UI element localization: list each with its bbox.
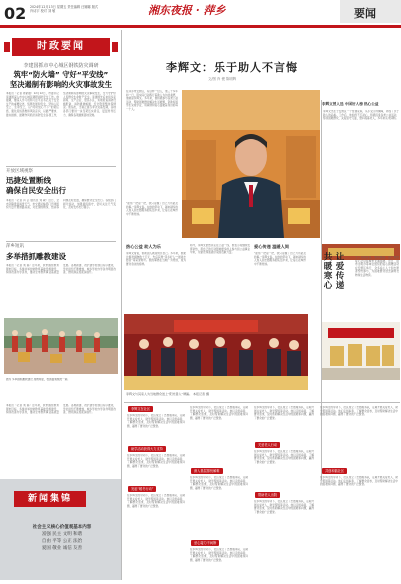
story3-body: 本报讯（记者 刘 娟）近年来，我市围绕教育强市目标，多措并举加快教育基础设施建设，持续改善办学条件，推动全市教育事业高质量发展。各地新建、改扩建学校项目有序推进，学位供给不断增加，城乡学校办学条件明显改善，群众满意度逐步提升。 <box>6 264 116 275</box>
lower-body: 在李辉文的带动下，社区成立了志愿服务队，定期开展关爱老人、助学帮困等活动。他们走街串巷，了解群众需求，及时帮助解决生活中的困难和问题，赢得了群众的广泛赞誉。 <box>190 406 248 420</box>
news-banner: 新闻集锦 <box>14 491 86 507</box>
lower-body: 在李辉文的带动下，社区成立了志愿服务队，定期开展关爱老人、助学帮困等活动。他们走街串巷，了解群众需求，及时帮助解决生活中的困难和问题，赢得了群众的广泛赞誉。 <box>127 414 185 428</box>
divider <box>6 241 116 242</box>
vertical-headline-2: 共暖寒心 <box>322 252 332 290</box>
photo-caption: 图为 多举措抓雕教建设 成效明显，校园面貌焕然一新。 <box>6 378 70 381</box>
group-photo <box>4 318 118 374</box>
left-filler-body: 本报讯（记者 刘 娟）近年来，我市围绕教育强市目标，多措并举加快教育基础设施建设，持续改善办学条件，推动全市教育事业高质量发展。各地新建、改扩建学校项目有序推进，学位供给不断增加，城乡学校办学条件明显改善，群众满意度逐步提升。 <box>6 404 116 415</box>
sidebar-body: 李辉文出生于安源区一个普通家庭，从小受父母熏陶，养成了乐于助人的品格。工作后，他始终不忘初心，积极投身各类公益活动，帮扶困难群众，关爱留守儿童，慰问孤寡老人，多年来从未间断。 <box>323 110 399 121</box>
header-rule <box>0 25 401 28</box>
lower-body: 在李辉文的带动下，社区成立了志愿服务队，定期开展关爱老人、助学帮困等活动。他们走街串巷，了解群众需求，及时帮助解决生活中的困难和问题，赢得了群众的广泛赞誉。 <box>254 406 314 420</box>
story1-headline-2: 坚决遏制有影响的火灾事故发生 <box>9 80 113 89</box>
lower-body: 在李辉文的带动下，社区成立了志愿服务队，定期开展关爱老人、助学帮困等活动。他们走街串巷，了解群众需求，及时帮助解决生活中的困难和问题，赢得了群众的广泛赞誉。 <box>254 450 314 464</box>
lower-body: 在李辉文的带动下，社区成立了志愿服务队，定期开展关爱老人、助学帮困等活动。他们走街串巷，了解群众需求，及时帮助解决生活中的困难和问题，赢得了群众的广泛赞誉。 <box>190 548 248 562</box>
lower-body: 在李辉文的带动下，社区成立了志愿服务队，定期开展关爱老人、助学帮困等活动。他们走街串巷，了解群众需求，及时帮助解决生活中的困难和问题，赢得了群众的广泛赞誉。 <box>127 494 185 508</box>
story2-body: 本报讯（记者 肖 芸 通讯员 刘 敏）近日，全市突降低温雨雪天气，市交通运输部门迅速组织力量开展道路巡查，对发现的断线、结冰等问题及时处置，确保群众安全出行。各级部门闻令而动，加强值班值守，密切关注天气变化，及时发布出行提示。 <box>6 199 116 210</box>
values-line: 富强 民主 文明 和谐 <box>41 532 83 537</box>
lower-body: 在李辉文的带动下，社区成立了志愿服务队，定期开展关爱老人、助学帮困等活动。他们走街串巷，了解群众需求，及时帮助解决生活中的困难和问题，赢得了群众的广泛赞誉。 <box>127 454 185 468</box>
lower-body: 在李辉文的带动下，社区成立了志愿服务队，定期开展关爱老人、助学帮困等活动。他们走街串巷，了解群众需求，及时帮助解决生活中的困难和问题，赢得了群众的广泛赞誉。 <box>320 406 398 417</box>
page-number: 02 <box>4 4 27 23</box>
story1-headline: 筑牢“防火墙” 守好“平安线” <box>13 70 109 79</box>
lower-body: 在李辉文的带动下，社区成立了志愿服务队，定期开展关爱老人、助学帮困等活动。他们走街串巷，了解群众需求，及时帮助解决生活中的困难和问题，赢得了群众的广泛赞誉。 <box>190 476 248 490</box>
feature-body-4: 如今，李辉文依然奔走在公益一线，他表示将继续发挥余热，用自己的行动影响更多的人参与到公益事业中来，为建设和谐美好家园贡献力量。 <box>190 244 250 255</box>
lower-box-label: 深入基层排忧解难 <box>191 468 223 474</box>
portrait-photo <box>182 90 320 238</box>
lower-box-label: 李辉文在社区 <box>128 406 153 412</box>
feature-body-2: “能帮一把是一把，我只是做了自己力所能及的事。”李辉文说。在他的带动下，越来越多的人加入到志愿服务的队伍中来，让爱心在城市中不断传递。 <box>126 202 178 216</box>
story2-headline: 迅捷处置断线 <box>6 176 51 185</box>
values-line: 爱国 敬业 诚信 友善 <box>41 546 83 551</box>
winter-warmth-photo <box>322 322 400 380</box>
story3-headline: 多举措抓雕教建设 <box>6 252 66 261</box>
lower-body: 在李辉文的带动下，社区成立了志愿服务队，定期开展关爱老人、助学帮困等活动。他们走街串巷，了解群众需求，及时帮助解决生活中的困难和问题，赢得了群众的广泛赞誉。 <box>254 500 314 514</box>
lower-body: 在李辉文的带动下，社区成立了志愿服务队，定期开展关爱老人、助学帮困等活动。他们走街串巷，了解群众需求，及时帮助解决生活中的困难和问题，赢得了群众的广泛赞誉。 <box>320 476 398 487</box>
feature-body-5: “能帮一把是一把，我只是做了自己力所能及的事。”李辉文说。在他的带动下，越来越多的人加入到志愿服务的队伍中来，让爱心在城市中不断传递。 <box>254 252 306 266</box>
story3-label: 萍乡短讯 <box>6 244 24 249</box>
vertical-headline-1: 让爱传递 <box>334 252 344 290</box>
lower-box-label: 关爱老人行动 <box>255 442 280 448</box>
core-values <box>18 524 106 552</box>
date-line: 2024年12月13日 星期五 责任编辑 汪娜娜 版式 肖诗宇 校对 刘 敏 <box>30 5 99 13</box>
masthead-logo: 湘东夜报 · 萍乡 <box>148 4 226 17</box>
lower-box-label: 爱心接力不间断 <box>191 540 219 546</box>
story1-subhead: 李建国抓市中心城区钢铁防灾调研 <box>23 63 99 69</box>
story2-headline-2: 确保自民安全出行 <box>6 186 66 195</box>
feature-subhead-1: 热心公益 助人为乐 <box>126 244 161 249</box>
lower-box-label: 共创和谐社区 <box>322 468 347 474</box>
page-header <box>0 0 401 30</box>
feature-title: 李辉文：乐于助人不言悔 <box>166 61 298 74</box>
vertical-headline <box>309 252 353 320</box>
section-tag: 要闻 <box>340 0 401 23</box>
vertical-body: 十二月的萍乡，寒风渐起，但一份份爱心让这座城市充满温暖。近日，由市文明办等单位组织的爱心捐赠活动在安源区举行，众多爱心人士和志愿者纷纷参与，为困难群众送去御寒衣物和生活物资。 <box>355 256 399 277</box>
story2-label: 开放区域视察 <box>6 169 33 174</box>
section-banner: 时政要闻 <box>12 38 110 56</box>
column-divider <box>121 30 122 580</box>
lower-box-label: 帮助老人出院 <box>255 492 280 498</box>
lower-box-label: 发起“暖冬行动” <box>128 486 156 492</box>
feature-subhead-2: 爱心传递 温暖人间 <box>254 244 289 249</box>
feature-body-3: 李辉文常说，帮助别人就是快乐自己。多年来，他累计捐款捐物数十万元，先后获得“萍乡好人”“最美志愿者”等荣誉称号。他的事迹在当地广为传颂，成为群众身边的榜样。 <box>126 252 186 266</box>
values-title: 社会主义核心价值观基本内容 <box>32 525 92 530</box>
divider <box>124 402 400 403</box>
feature-body-1: 在萍乡市安源区，有这样一位人，他三十多年如一日，用实际行动践行着助人为乐的美德，他就是李辉文。多年来，他积极参与各类公益活动，帮助困难群众解决生活难题，资助贫困学生完成学业，用真情和爱心温暖着身边的每一个人。 <box>126 90 178 111</box>
divider <box>6 166 116 167</box>
values-line: 自由 平等 公正 法治 <box>41 539 83 544</box>
lower-box-label: 助学活动获得大力支持 <box>128 446 166 452</box>
sidebar-head: 李辉文曾入选 中国好人榜 热心公益 <box>322 102 379 106</box>
banner-photo <box>124 314 308 390</box>
story1-body: 本报讯（记者 周紫薇）12月12日，市委书记李建国深入市中心城区调研消防安全工作。他强调，要深入学习贯彻习近平总书记关于安全生产的重要论述，统筹发展和安全，坚持人民至上、生命至上，以“时时放心不下”的责任感，强化底线思维和风险意识，以最严要求、最实措施、最硬作风抓好消防安全各项工作，坚决遏制有影响的火灾事故发生，全力守护好人民群众生命财产安全。李建国先后来到多家商场、生产企业、居民小区，实地检查消防设施配备、消防通道畅通、安全隐患整改等情况。他指出，当前正值冬季火灾高发期，各地各部门要进一步压紧压实责任，层层传导压力，确保各项措施落地见效。 <box>6 92 116 117</box>
banner-photo-caption: 李辉文与其家人为当地群众送上“阳光善人”牌匾。 本报记者 摄 <box>126 392 210 396</box>
feature-byline: 文/图 肖 俊 陈明辉 <box>208 77 237 81</box>
